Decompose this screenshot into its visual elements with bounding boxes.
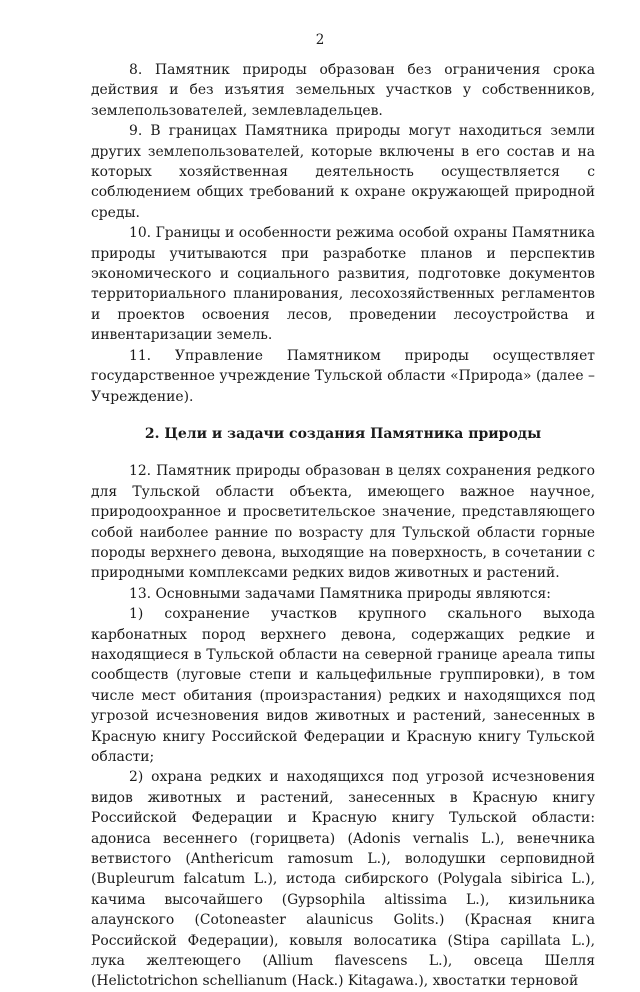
- list-item-2: 2) охрана редких и находящихся под угрозой исчезновения видов животных и растений, занесенных в Красную книгу Российской Федерации и Красную книгу Тульской области: адониса весеннего (горицвета) (Adonis vernalis L.), венечника ветвистого (Anthericum ramosum L.), володушки серповидной (Bupleurum falcatum L.), истода сибирского (Polygala sibirica L.), качима высочайшего (Gypsophila altissima L.), кизильника алаунского (Cotoneaster alaunicus Golits.) (Красная книга Российской Федерации), ковыля волосатика (Stipa capillata L.), лука желтеющего (Allium flavescens L.), овсеца Шелля (Helictotrichon schellianum (Hack.) Kitagawa.), хвостатки терновой: [91, 769, 595, 990]
- paragraph-9: 9. В границах Памятника природы могут находиться земли других землепользователей, которые включены в его состав и на которых хозяйственная деятельность осуществляется с соблюдением общих требований к охране окружающей природной среды.: [91, 123, 595, 221]
- paragraph-8: 8. Памятник природы образован без ограничения срока действия и без изъятия земельных участков у собственников, землепользователей, землевладельцев.: [91, 62, 595, 119]
- paragraph-10: 10. Границы и особенности режима особой охраны Памятника природы учитываются при разработке планов и перспектив экономического и социального развития, подготовке документов территориального планирования, лесохозяйственных регламентов и проектов освоения лесов, проведении лесоустройства и инвентаризации земель.: [91, 225, 595, 344]
- document-body: [91, 60, 595, 992]
- list-item-1: 1) сохранение участков крупного скального выхода карбонатных пород верхнего девона, содержащих редкие и находящиеся в Тульской области на северной границе ареала типы сообществ (луговые степи и кальцефильные группировки), в том числе мест обитания (произрастания) редких и находящихся под угрозой исчезновения видов животных и растений, занесенных в Красную книгу Российской Федерации и Красную книгу Тульской области;: [91, 606, 595, 765]
- paragraph-12: 12. Памятник природы образован в целях сохранения редкого для Тульской области объекта, имеющего важное научное, природоохранное и просветительское значение, представляющего собой наиболее ранние по возрасту для Тульской области горные породы верхнего девона, выходящие на поверхность, в сочетании с природными комплексами редких видов животных и растений.: [91, 463, 595, 582]
- paragraph-13: 13. Основными задачами Памятника природы являются:: [129, 585, 551, 602]
- section-heading: 2. Цели и задачи создания Памятника природы: [144, 425, 542, 442]
- page-number: 2: [315, 32, 325, 48]
- paragraph-11: 11. Управление Памятником природы осуществляет государственное учреждение Тульской области «Природа» (далее – Учреждение).: [91, 347, 595, 405]
